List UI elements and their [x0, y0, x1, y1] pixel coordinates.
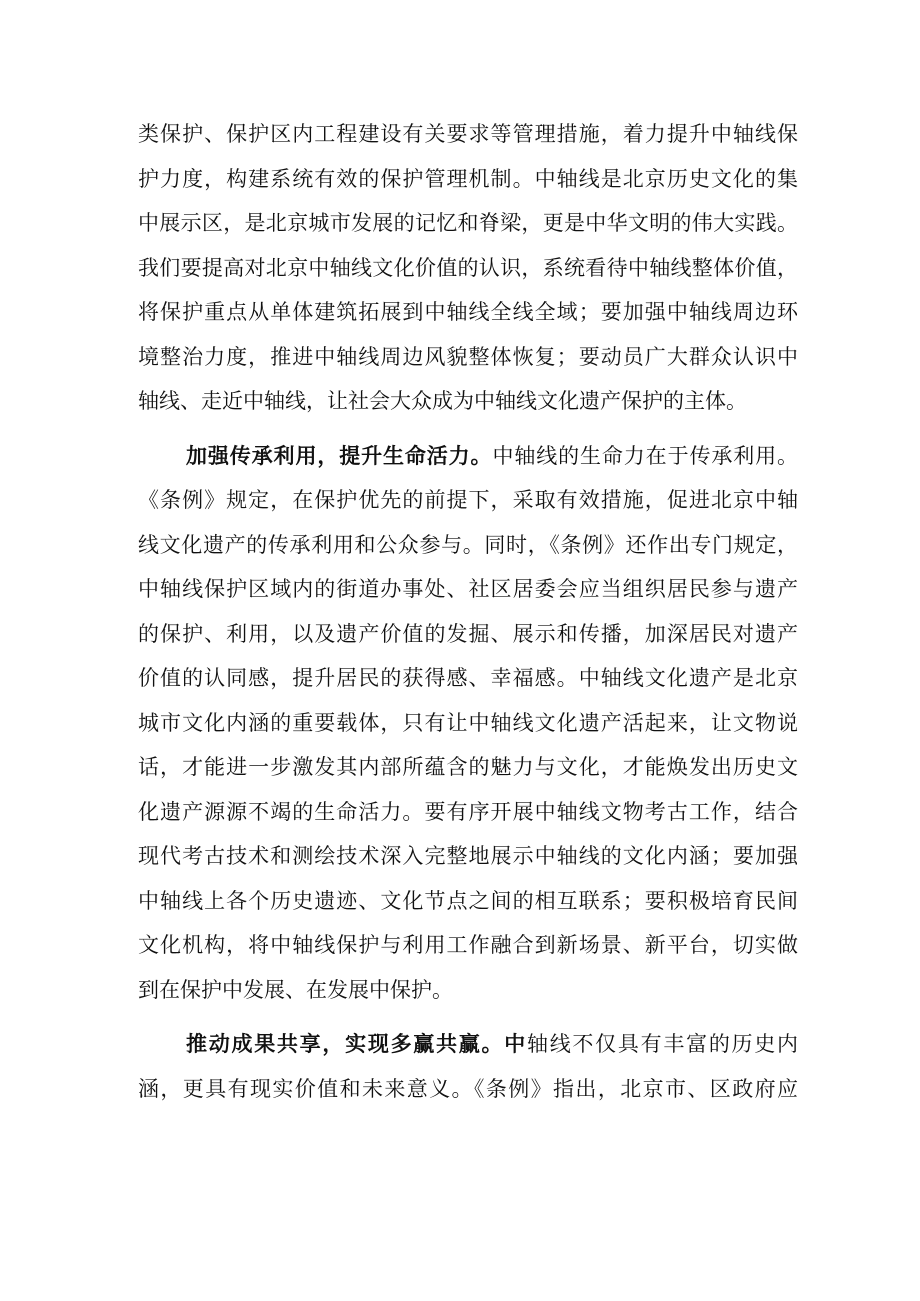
paragraph-1-line-4: 我们要提高对北京中轴线文化价值的认识，系统看待中轴线整体价值，: [138, 255, 798, 280]
paragraph-2-line-7: 城市文化内涵的重要载体，只有让中轴线文化遗产活起来，让文物说: [138, 710, 798, 735]
paragraph-2-line-6: 价值的认同感，提升居民的获得感、幸福感。中轴线文化遗产是北京: [138, 666, 798, 690]
paragraph-2-line-4: 中轴线保护区域内的街道办事处、社区居委会应当组织居民参与遗产: [138, 577, 798, 601]
paragraph-2-heading: 加强传承利用，提升生命活力。: [186, 442, 493, 468]
paragraph-1-line-3: 中展示区，是北京城市发展的记忆和脊梁，更是中华文明的伟大实践。: [138, 211, 798, 235]
paragraph-3-line-2: 涵，更具有现实价值和未来意义。《条例》指出，北京市、区政府应: [138, 1076, 798, 1101]
paragraph-2-line-3: 线文化遗产的传承利用和公众参与。同时，《条例》还作出专门规定，: [138, 532, 798, 557]
paragraph-1-line-6: 境整治力度，推进中轴线周边风貌整体恢复；要动员广大群众认识中: [138, 344, 798, 369]
paragraph-2-line-10: 现代考古技术和测绘技术深入完整地展示中轴线的文化内涵；要加强: [138, 844, 798, 868]
paragraph-3-line-1: 推动成果共享，实现多赢共赢。中轴线不仅具有丰富的历史内: [186, 1031, 799, 1056]
document-body: [138, 112, 798, 1111]
paragraph-2-line-13: 到在保护中发展、在发展中保护。: [138, 977, 453, 1002]
paragraph-2-line-12: 文化机构，将中轴线保护与利用工作融合到新场景、新平台，切实做: [138, 933, 798, 957]
paragraph-2-line-2: 《条例》规定，在保护优先的前提下，采取有效措施，促进北京中轴: [138, 488, 798, 512]
paragraph-2-line-5: 的保护、利用，以及遗产价值的发掘、展示和传播，加深居民对遗产: [138, 621, 798, 646]
paragraph-2-line-11: 中轴线上各个历史遗迹、文化节点之间的相互联系；要积极培育民间: [138, 888, 798, 913]
paragraph-2-line-1: 加强传承利用，提升生命活力。中轴线的生命力在于传承利用。: [186, 442, 799, 468]
paragraph-3-heading: 推动成果共享，实现多赢共赢。中: [186, 1031, 527, 1056]
paragraph-1-line-1: 类保护、保护区内工程建设有关要求等管理措施，着力提升中轴线保: [138, 122, 798, 146]
paragraph-1-line-7: 轴线、走近中轴线，让社会大众成为中轴线文化遗产保护的主体。: [138, 389, 747, 413]
paragraph-1-line-2: 护力度，构建系统有效的保护管理机制。中轴线是北京历史文化的集: [138, 166, 798, 191]
paragraph-2-line-9: 化遗产源源不竭的生命活力。要有序开展中轴线文物考古工作，结合: [138, 799, 798, 824]
paragraph-1-line-5: 将保护重点从单体建筑拓展到中轴线全线全域；要加强中轴线周边环: [138, 300, 798, 324]
paragraph-2-line-8: 话，才能进一步激发其内部所蕴含的魅力与文化，才能焕发出历史文: [138, 755, 798, 779]
